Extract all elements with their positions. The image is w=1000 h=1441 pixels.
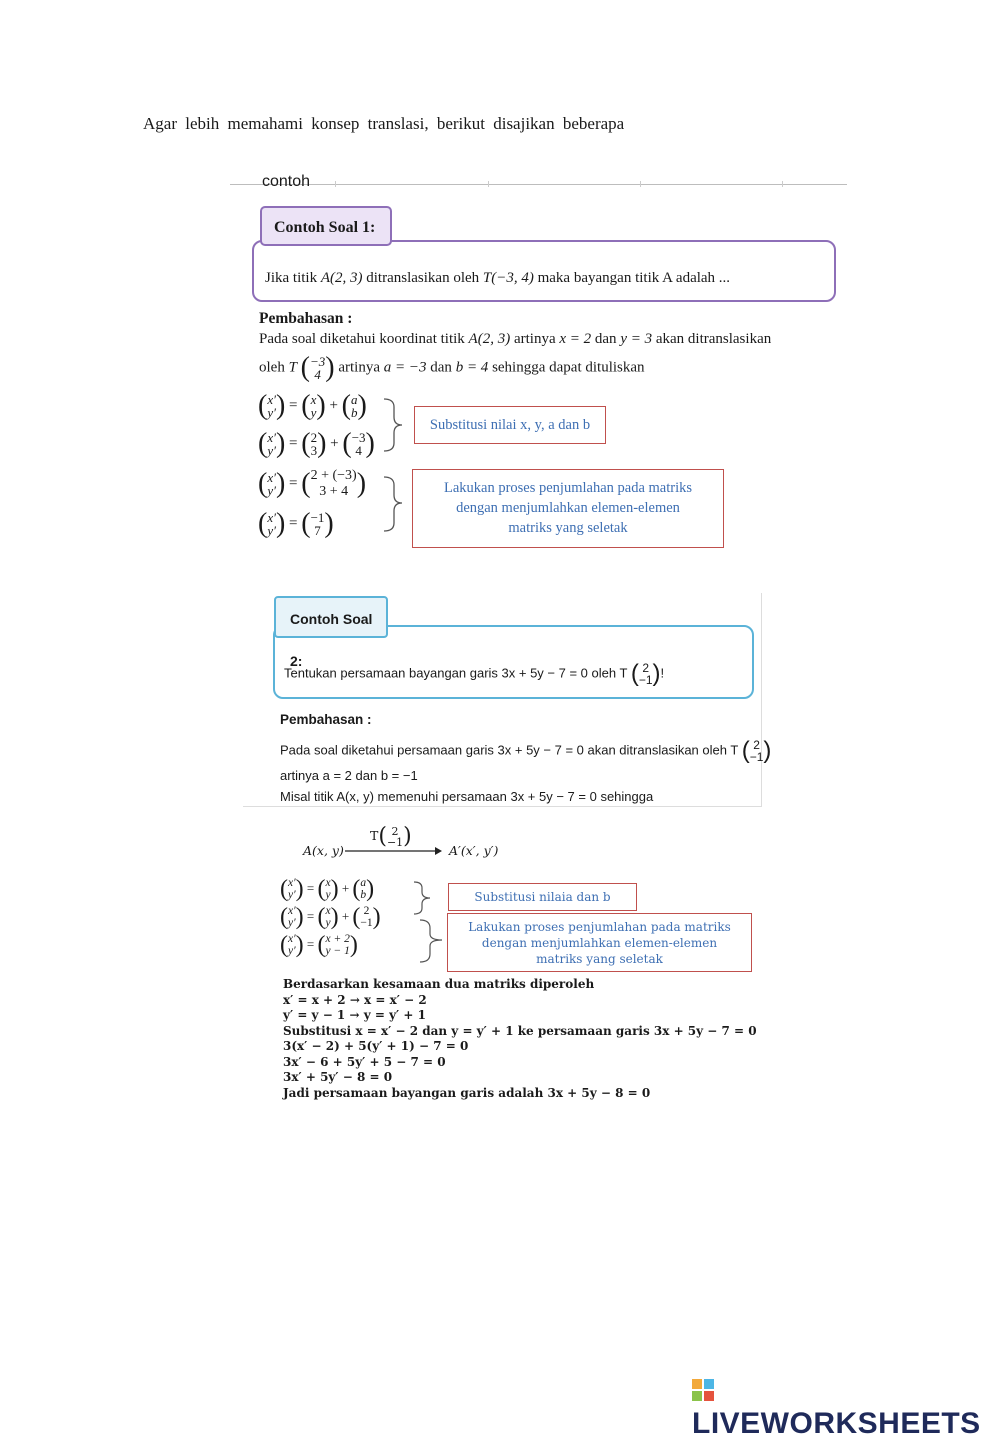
step-line: Berdasarkan kesamaan dua matriks diperoleh bbox=[283, 977, 595, 991]
soal1-pembahasan-heading: Pembahasan : bbox=[259, 310, 353, 327]
intro-text: Agar lebih memahami konsep translasi, berikut disajikan beberapa bbox=[143, 114, 625, 133]
soal1-pembahasan-line2: oleh T (−3 4 ) artinya a = −3 dan b = 4 sehingga dapat dituliskan bbox=[259, 352, 645, 383]
soal2-note-penjumlahan: Lakukan proses penjumlahan pada matriks dengan menjumlahkan elemen-elemen matriks yang seletak bbox=[447, 913, 752, 972]
soal1-tab: Contoh Soal 1: bbox=[260, 206, 392, 246]
liveworksheets-logo: LIVEWORKSHEETS bbox=[692, 1373, 1000, 1441]
step-line: 3x′ − 6 + 5y′ + 5 − 7 = 0 bbox=[283, 1054, 446, 1069]
soal2-equation-2: (x′ y′) = (x y) + ( 2 −1) bbox=[280, 904, 381, 930]
soal2-arrow-label: T( 2 −1) bbox=[370, 824, 412, 849]
divider-tick bbox=[782, 181, 783, 187]
soal2-question: Tentukan persamaan bayangan garis 3x + 5y − 7 = 0 oleh T ( 2 −1)! bbox=[284, 660, 665, 687]
soal2-equation-3: (x′ y′) = (x + 2 y − 1) bbox=[280, 932, 358, 958]
soal2-pembahasan-heading: Pembahasan : bbox=[280, 712, 372, 727]
soal1-note-substitusi: Substitusi nilai x, y, a dan b bbox=[414, 406, 606, 444]
logo-grid-icon bbox=[692, 1379, 714, 1401]
divider-tick bbox=[488, 181, 489, 187]
soal2-arrow bbox=[345, 844, 443, 858]
soal1-equation-4: (x′ y′) = (−1 7 ) bbox=[258, 508, 334, 539]
soal1-note-penjumlahan: Lakukan proses penjumlahan pada matriks dengan menjumlahkan elemen-elemen matriks yang seletak bbox=[412, 469, 724, 548]
soal1-equation-2: (x′ y′) = (2 3) + (−3 4 ) bbox=[258, 428, 375, 459]
divider-line bbox=[230, 184, 847, 185]
soal1-equation-3: (x′ y′) = (2 + (−3) 3 + 4 ) bbox=[258, 468, 367, 500]
soal1-equation-1: (x′ y′) = (x y) + (a b) bbox=[258, 390, 367, 421]
soal2-braces bbox=[410, 878, 450, 968]
soal1-braces bbox=[380, 395, 410, 555]
contoh-label: contoh bbox=[262, 173, 311, 190]
step-line: y′ = y − 1 → y = y′ + 1 bbox=[283, 1008, 426, 1022]
soal2-arrow-from: A(x, y) bbox=[303, 843, 344, 858]
step-line: 3x′ + 5y′ − 8 = 0 bbox=[283, 1070, 393, 1084]
soal1-question: Jika titik A(2, 3) ditranslasikan oleh T(−3, 4) maka bayangan titik A adalah ... bbox=[265, 270, 731, 286]
divider-tick bbox=[640, 181, 641, 187]
soal2-pembahasan-line1: Pada soal diketahui persamaan garis 3x + 5y − 7 = 0 akan ditranslasikan oleh T ( 2 −1) bbox=[280, 737, 772, 764]
soal2-arrow-to: A′(x′, y′) bbox=[449, 843, 499, 858]
step-line: Jadi persamaan bayangan garis adalah 3x + 5y − 8 = 0 bbox=[283, 1085, 651, 1100]
divider-tick bbox=[335, 181, 336, 187]
soal2-pembahasan-line2: artinya a = 2 dan b = −1 bbox=[280, 768, 418, 783]
soal2-steps bbox=[283, 977, 757, 1101]
soal2-equation-1: (x′ y′) = (x y) + (a b) bbox=[280, 876, 375, 902]
step-line: 3(x′ − 2) + 5(y′ + 1) − 7 = 0 bbox=[283, 1039, 469, 1053]
soal2-note-substitusi: Substitusi nilaia dan b bbox=[448, 883, 637, 911]
step-line: x′ = x + 2 → x = x′ − 2 bbox=[283, 992, 427, 1007]
soal1-pembahasan-line1: Pada soal diketahui koordinat titik A(2, 3) artinya x = 2 dan y = 3 akan ditranslasikan bbox=[259, 331, 772, 347]
soal2-pembahasan-line3: Misal titik A(x, y) memenuhi persamaan 3x + 5y − 7 = 0 sehingga bbox=[280, 789, 654, 804]
step-line: Substitusi x = x′ − 2 dan y = y′ + 1 ke persamaan garis 3x + 5y − 7 = 0 bbox=[283, 1023, 757, 1038]
soal2-tab: Contoh Soal 2: bbox=[274, 596, 388, 638]
